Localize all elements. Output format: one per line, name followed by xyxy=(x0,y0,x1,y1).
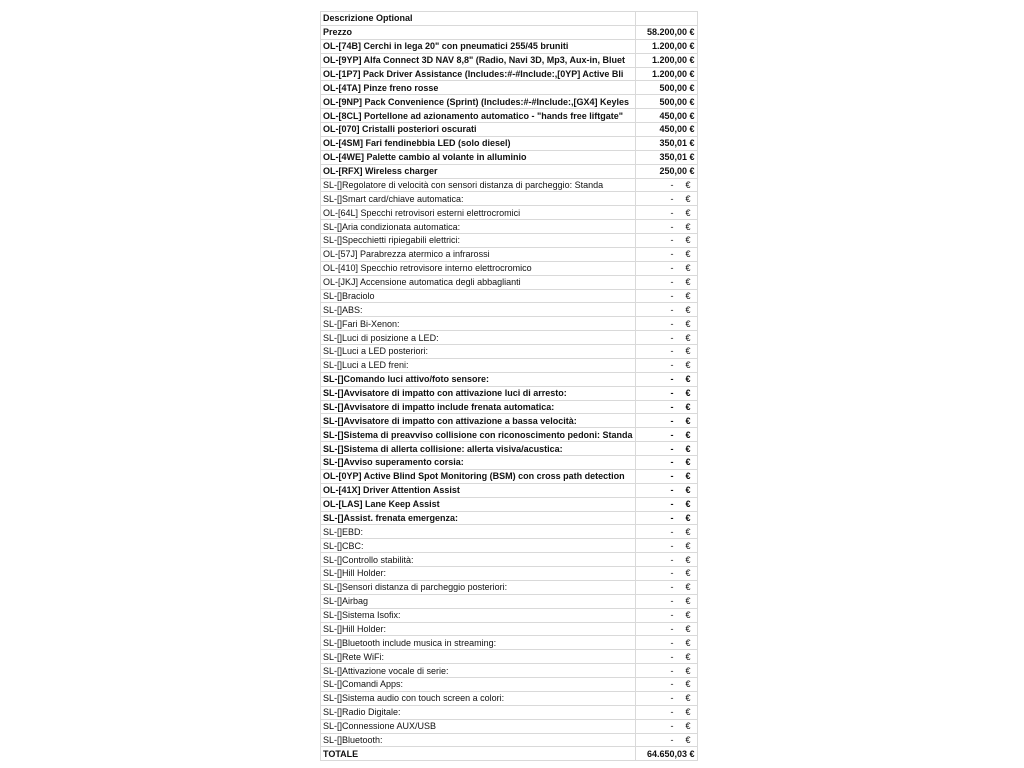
option-label: OL-[410] Specchio retrovisore interno elettrocromico xyxy=(321,261,636,275)
zero-dash: - xyxy=(670,568,674,579)
option-label: OL-[0YP] Active Blind Spot Monitoring (BSM) con cross path detection xyxy=(321,469,636,483)
table-row xyxy=(321,192,698,206)
table-row xyxy=(321,580,698,594)
currency-symbol: € xyxy=(685,388,691,399)
zero-dash: - xyxy=(670,290,674,301)
option-label: OL-[4TA] Pinze freno rosse xyxy=(321,81,636,95)
option-price xyxy=(635,303,697,317)
zero-amount xyxy=(638,526,695,538)
zero-amount xyxy=(638,734,695,746)
table-row xyxy=(321,331,698,345)
currency-symbol: € xyxy=(685,665,691,676)
table-row xyxy=(321,261,698,275)
option-price xyxy=(635,386,697,400)
table-row xyxy=(321,428,698,442)
option-price xyxy=(635,691,697,705)
option-price xyxy=(635,456,697,470)
zero-amount xyxy=(638,720,695,732)
option-label: OL-[8CL] Portellone ad azionamento automatico - "hands free liftgate" xyxy=(321,109,636,123)
option-label: OL-[74B] Cerchi in lega 20" con pneumatici 255/45 bruniti xyxy=(321,39,636,53)
option-price xyxy=(635,539,697,553)
currency-symbol: € xyxy=(685,693,691,704)
currency-symbol: € xyxy=(685,346,691,357)
table-row xyxy=(321,608,698,622)
option-label: OL-[LAS] Lane Keep Assist xyxy=(321,497,636,511)
zero-amount xyxy=(638,498,695,510)
table-row xyxy=(321,400,698,414)
zero-amount xyxy=(638,567,695,579)
table-row xyxy=(321,39,698,53)
table-row xyxy=(321,525,698,539)
table-row xyxy=(321,109,698,123)
zero-dash: - xyxy=(670,554,674,565)
zero-dash: - xyxy=(670,388,674,399)
zero-dash: - xyxy=(670,582,674,593)
currency-symbol: € xyxy=(685,374,691,385)
currency-symbol: € xyxy=(685,610,691,621)
table-row xyxy=(321,497,698,511)
zero-amount xyxy=(638,678,695,690)
option-price: 350,01 € xyxy=(635,136,697,150)
table-row xyxy=(321,206,698,220)
option-label: SL-[]Avvisatore di impatto con attivazione a bassa velocità: xyxy=(321,414,636,428)
table-row xyxy=(321,67,698,81)
price-value: 58.200,00 € xyxy=(635,25,697,39)
zero-amount xyxy=(638,359,695,371)
zero-amount xyxy=(638,248,695,260)
option-price: 500,00 € xyxy=(635,95,697,109)
option-price xyxy=(635,497,697,511)
option-price xyxy=(635,247,697,261)
option-price xyxy=(635,622,697,636)
option-price xyxy=(635,594,697,608)
option-label: SL-[]Sensori distanza di parcheggio posteriori: xyxy=(321,580,636,594)
option-label: OL-[JKJ] Accensione automatica degli abbaglianti xyxy=(321,275,636,289)
option-price: 450,00 € xyxy=(635,109,697,123)
option-price xyxy=(635,650,697,664)
option-label: OL-[4WE] Palette cambio al volante in alluminio xyxy=(321,150,636,164)
zero-dash: - xyxy=(670,318,674,329)
zero-amount xyxy=(638,512,695,524)
option-label: OL-[64L] Specchi retrovisori esterni elettrocromici xyxy=(321,206,636,220)
zero-dash: - xyxy=(670,304,674,315)
option-price xyxy=(635,525,697,539)
header-value xyxy=(635,12,697,26)
currency-symbol: € xyxy=(685,207,691,218)
zero-dash: - xyxy=(670,485,674,496)
option-label: SL-[]Comando luci attivo/foto sensore: xyxy=(321,372,636,386)
zero-dash: - xyxy=(670,207,674,218)
zero-dash: - xyxy=(670,263,674,274)
table-row xyxy=(321,164,698,178)
price-row xyxy=(321,25,698,39)
zero-amount xyxy=(638,443,695,455)
option-price xyxy=(635,511,697,525)
zero-amount xyxy=(638,318,695,330)
option-price xyxy=(635,372,697,386)
option-label: SL-[]Regolatore di velocità con sensori distanza di parcheggio: Standa xyxy=(321,178,636,192)
currency-symbol: € xyxy=(685,596,691,607)
zero-amount xyxy=(638,429,695,441)
zero-dash: - xyxy=(670,665,674,676)
zero-dash: - xyxy=(670,179,674,190)
option-price: 450,00 € xyxy=(635,123,697,137)
option-label: SL-[]Connessione AUX/USB xyxy=(321,719,636,733)
currency-symbol: € xyxy=(685,277,691,288)
option-label: SL-[]Comandi Apps: xyxy=(321,678,636,692)
option-label: SL-[]Avvisatore di impatto con attivazione luci di arresto: xyxy=(321,386,636,400)
table-row xyxy=(321,664,698,678)
zero-amount xyxy=(638,193,695,205)
option-price xyxy=(635,719,697,733)
table-row xyxy=(321,386,698,400)
zero-dash: - xyxy=(670,707,674,718)
zero-dash: - xyxy=(670,443,674,454)
table-row xyxy=(321,358,698,372)
currency-symbol: € xyxy=(685,221,691,232)
option-label: SL-[]Smart card/chiave automatica: xyxy=(321,192,636,206)
zero-amount xyxy=(638,470,695,482)
table-row xyxy=(321,594,698,608)
currency-symbol: € xyxy=(685,415,691,426)
zero-dash: - xyxy=(670,596,674,607)
currency-symbol: € xyxy=(685,443,691,454)
zero-dash: - xyxy=(670,637,674,648)
table-row xyxy=(321,705,698,719)
zero-dash: - xyxy=(670,499,674,510)
option-price: 250,00 € xyxy=(635,164,697,178)
option-price xyxy=(635,358,697,372)
table-body xyxy=(321,12,698,747)
option-price: 1.200,00 € xyxy=(635,53,697,67)
zero-dash: - xyxy=(670,415,674,426)
currency-symbol: € xyxy=(685,485,691,496)
table-row xyxy=(321,136,698,150)
zero-dash: - xyxy=(670,471,674,482)
table-row xyxy=(321,53,698,67)
zero-dash: - xyxy=(670,610,674,621)
option-price xyxy=(635,567,697,581)
option-price: 1.200,00 € xyxy=(635,67,697,81)
zero-dash: - xyxy=(670,360,674,371)
table-row xyxy=(321,414,698,428)
currency-symbol: € xyxy=(685,499,691,510)
option-label: SL-[]Avvisatore di impatto include frenata automatica: xyxy=(321,400,636,414)
zero-dash: - xyxy=(670,249,674,260)
option-label: OL-[41X] Driver Attention Assist xyxy=(321,483,636,497)
zero-dash: - xyxy=(670,512,674,523)
zero-dash: - xyxy=(670,679,674,690)
option-label: SL-[]Rete WiFi: xyxy=(321,650,636,664)
table-row xyxy=(321,511,698,525)
table-row xyxy=(321,95,698,109)
table-row xyxy=(321,220,698,234)
currency-symbol: € xyxy=(685,179,691,190)
header-label: Descrizione Optional xyxy=(321,12,636,26)
zero-amount xyxy=(638,609,695,621)
zero-dash: - xyxy=(670,623,674,634)
option-price xyxy=(635,733,697,747)
option-label: SL-[]Avviso superamento corsia: xyxy=(321,456,636,470)
table-row xyxy=(321,733,698,747)
option-price xyxy=(635,192,697,206)
zero-amount xyxy=(638,234,695,246)
table-row xyxy=(321,289,698,303)
option-label: SL-[]Bluetooth: xyxy=(321,733,636,747)
zero-amount xyxy=(638,595,695,607)
zero-dash: - xyxy=(670,429,674,440)
option-price xyxy=(635,289,697,303)
table-row xyxy=(321,719,698,733)
optional-price-table xyxy=(320,11,698,761)
option-label: SL-[]Fari Bi-Xenon: xyxy=(321,317,636,331)
zero-amount xyxy=(638,456,695,468)
option-price xyxy=(635,261,697,275)
option-label: SL-[]Luci a LED freni: xyxy=(321,358,636,372)
table-row xyxy=(321,456,698,470)
table-row xyxy=(321,123,698,137)
table-row xyxy=(321,442,698,456)
zero-amount xyxy=(638,345,695,357)
currency-symbol: € xyxy=(685,290,691,301)
currency-symbol: € xyxy=(685,512,691,523)
option-label: SL-[]Sistema di preavviso collisione con riconoscimento pedoni: Standa xyxy=(321,428,636,442)
option-price xyxy=(635,400,697,414)
option-price xyxy=(635,275,697,289)
total-label: TOTALE xyxy=(321,747,636,761)
currency-symbol: € xyxy=(685,568,691,579)
option-label: SL-[]EBD: xyxy=(321,525,636,539)
option-price xyxy=(635,442,697,456)
currency-symbol: € xyxy=(685,651,691,662)
table-row xyxy=(321,345,698,359)
table-row xyxy=(321,553,698,567)
price-label: Prezzo xyxy=(321,25,636,39)
zero-amount xyxy=(638,304,695,316)
zero-amount xyxy=(638,276,695,288)
currency-symbol: € xyxy=(685,235,691,246)
option-price: 500,00 € xyxy=(635,81,697,95)
option-label: SL-[]Hill Holder: xyxy=(321,567,636,581)
option-label: SL-[]Hill Holder: xyxy=(321,622,636,636)
currency-symbol: € xyxy=(685,679,691,690)
zero-dash: - xyxy=(670,332,674,343)
zero-amount xyxy=(638,387,695,399)
currency-symbol: € xyxy=(685,721,691,732)
zero-dash: - xyxy=(670,526,674,537)
option-label: OL-[9NP] Pack Convenience (Sprint) (Includes:#-#Include:,[GX4] Keyles xyxy=(321,95,636,109)
option-price xyxy=(635,469,697,483)
option-price xyxy=(635,705,697,719)
option-label: SL-[]Aria condizionata automatica: xyxy=(321,220,636,234)
table-row xyxy=(321,650,698,664)
zero-dash: - xyxy=(670,457,674,468)
option-price xyxy=(635,345,697,359)
option-label: SL-[]ABS: xyxy=(321,303,636,317)
zero-dash: - xyxy=(670,693,674,704)
zero-amount xyxy=(638,373,695,385)
zero-amount xyxy=(638,207,695,219)
currency-symbol: € xyxy=(685,582,691,593)
zero-amount xyxy=(638,692,695,704)
table-row xyxy=(321,691,698,705)
option-price xyxy=(635,331,697,345)
zero-amount xyxy=(638,623,695,635)
zero-dash: - xyxy=(670,721,674,732)
table-row xyxy=(321,567,698,581)
currency-symbol: € xyxy=(685,637,691,648)
table-row xyxy=(321,678,698,692)
option-price xyxy=(635,206,697,220)
currency-symbol: € xyxy=(685,332,691,343)
table-row xyxy=(321,539,698,553)
option-price xyxy=(635,220,697,234)
table-row xyxy=(321,317,698,331)
option-price xyxy=(635,428,697,442)
option-label: SL-[]Controllo stabilità: xyxy=(321,553,636,567)
option-price: 1.200,00 € xyxy=(635,39,697,53)
zero-dash: - xyxy=(670,540,674,551)
option-price xyxy=(635,664,697,678)
table-row xyxy=(321,303,698,317)
option-label: OL-[57J] Parabrezza atermico a infrarossi xyxy=(321,247,636,261)
option-label: OL-[070] Cristalli posteriori oscurati xyxy=(321,123,636,137)
option-label: SL-[]CBC: xyxy=(321,539,636,553)
zero-amount xyxy=(638,540,695,552)
table-row xyxy=(321,275,698,289)
currency-symbol: € xyxy=(685,318,691,329)
currency-symbol: € xyxy=(685,249,691,260)
option-label: SL-[]Assist. frenata emergenza: xyxy=(321,511,636,525)
zero-dash: - xyxy=(670,734,674,745)
total-value: 64.650,03 € xyxy=(635,747,697,761)
option-price xyxy=(635,580,697,594)
option-label: SL-[]Airbag xyxy=(321,594,636,608)
option-label: SL-[]Sistema audio con touch screen a colori: xyxy=(321,691,636,705)
zero-dash: - xyxy=(670,346,674,357)
table-row xyxy=(321,372,698,386)
option-label: OL-[RFX] Wireless charger xyxy=(321,164,636,178)
table-row xyxy=(321,247,698,261)
option-label: SL-[]Radio Digitale: xyxy=(321,705,636,719)
zero-dash: - xyxy=(670,221,674,232)
currency-symbol: € xyxy=(685,263,691,274)
currency-symbol: € xyxy=(685,429,691,440)
zero-amount xyxy=(638,221,695,233)
currency-symbol: € xyxy=(685,623,691,634)
total-row xyxy=(321,747,698,761)
zero-dash: - xyxy=(670,193,674,204)
option-label: OL-[4SM] Fari fendinebbia LED (solo diesel) xyxy=(321,136,636,150)
option-label: SL-[]Luci di posizione a LED: xyxy=(321,331,636,345)
zero-amount xyxy=(638,332,695,344)
zero-amount xyxy=(638,665,695,677)
currency-symbol: € xyxy=(685,540,691,551)
option-label: SL-[]Attivazione vocale di serie: xyxy=(321,664,636,678)
option-price xyxy=(635,414,697,428)
currency-symbol: € xyxy=(685,457,691,468)
table-row xyxy=(321,150,698,164)
option-label: SL-[]Specchietti ripiegabili elettrici: xyxy=(321,234,636,248)
currency-symbol: € xyxy=(685,304,691,315)
zero-dash: - xyxy=(670,651,674,662)
option-price: 350,01 € xyxy=(635,150,697,164)
option-label: SL-[]Sistema di allerta collisione: allerta visiva/acustica: xyxy=(321,442,636,456)
option-price xyxy=(635,483,697,497)
option-label: SL-[]Braciolo xyxy=(321,289,636,303)
zero-amount xyxy=(638,637,695,649)
zero-dash: - xyxy=(670,277,674,288)
currency-symbol: € xyxy=(685,401,691,412)
zero-dash: - xyxy=(670,401,674,412)
zero-amount xyxy=(638,554,695,566)
zero-amount xyxy=(638,415,695,427)
zero-amount xyxy=(638,290,695,302)
table-row xyxy=(321,622,698,636)
option-price xyxy=(635,636,697,650)
table-row xyxy=(321,469,698,483)
zero-amount xyxy=(638,581,695,593)
table-row xyxy=(321,178,698,192)
currency-symbol: € xyxy=(685,707,691,718)
currency-symbol: € xyxy=(685,734,691,745)
option-label: OL-[9YP] Alfa Connect 3D NAV 8,8" (Radio, Navi 3D, Mp3, Aux-in, Bluet xyxy=(321,53,636,67)
table-row xyxy=(321,636,698,650)
table-row xyxy=(321,81,698,95)
zero-amount xyxy=(638,651,695,663)
option-label: SL-[]Sistema Isofix: xyxy=(321,608,636,622)
currency-symbol: € xyxy=(685,193,691,204)
zero-dash: - xyxy=(670,235,674,246)
zero-amount xyxy=(638,179,695,191)
table-row xyxy=(321,234,698,248)
table-row xyxy=(321,483,698,497)
zero-amount xyxy=(638,706,695,718)
currency-symbol: € xyxy=(685,554,691,565)
zero-amount xyxy=(638,484,695,496)
currency-symbol: € xyxy=(685,471,691,482)
option-price xyxy=(635,178,697,192)
option-label: SL-[]Bluetooth include musica in streaming: xyxy=(321,636,636,650)
currency-symbol: € xyxy=(685,360,691,371)
option-price xyxy=(635,678,697,692)
zero-dash: - xyxy=(670,374,674,385)
option-price xyxy=(635,608,697,622)
zero-amount xyxy=(638,262,695,274)
option-label: OL-[1P7] Pack Driver Assistance (Includes:#-#Include:,[0YP] Active Bli xyxy=(321,67,636,81)
option-price xyxy=(635,234,697,248)
option-label: SL-[]Luci a LED posteriori: xyxy=(321,345,636,359)
header-row xyxy=(321,12,698,26)
currency-symbol: € xyxy=(685,526,691,537)
zero-amount xyxy=(638,401,695,413)
option-price xyxy=(635,553,697,567)
option-price xyxy=(635,317,697,331)
